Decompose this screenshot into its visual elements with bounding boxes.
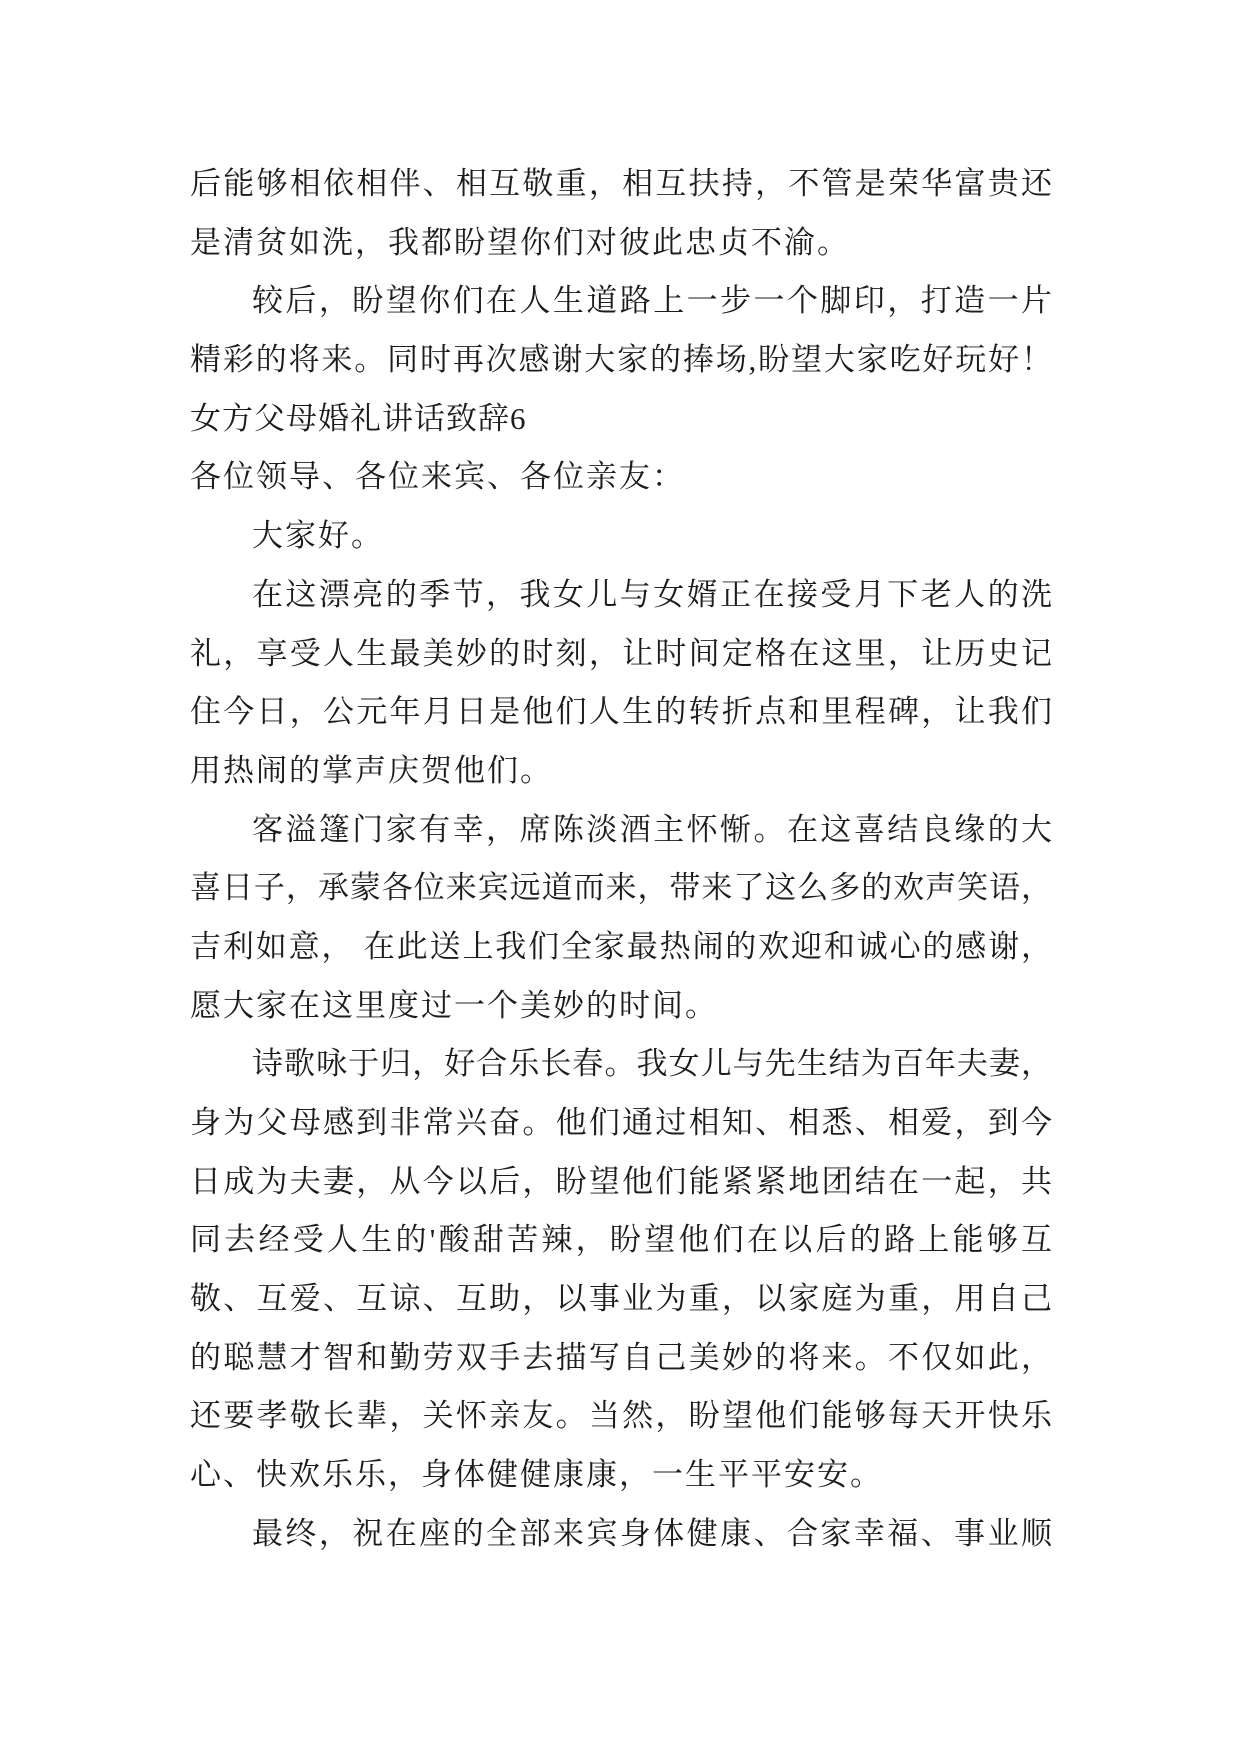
paragraph-line: 精彩的将来。同时再次感谢大家的捧场,盼望大家吃好玩好！ [190, 342, 1052, 378]
paragraph-line: 较后，盼望你们在人生道路上一步一个脚印，打造一片 [252, 283, 1052, 319]
paragraph-line: 还要孝敬长辈，关怀亲友。当然，盼望他们能够每天开快乐 [190, 1398, 1052, 1434]
paragraph [190, 1035, 1052, 1505]
paragraph-line: 身为父母感到非常兴奋。他们通过相知、相悉、相爱，到今 [190, 1105, 1052, 1140]
paragraph-line: 敬、互爱、互谅、互助，以事业为重，以家庭为重，用自己 [190, 1281, 1052, 1317]
paragraph-line: 最终，祝在座的全部来宾身体健康、合家幸福、事业顺 [252, 1515, 1052, 1551]
paragraph [190, 155, 1052, 272]
paragraph-line: 礼，享受人生最美妙的时刻，让时间定格在这里，让历史记 [190, 635, 1052, 671]
speech-title: 女方父母婚礼讲话致辞6 [190, 400, 527, 436]
paragraph-line: 日成为夫妻，从今以后，盼望他们能紧紧地团结在一起，共 [190, 1163, 1052, 1199]
paragraph-line: 吉利如意， 在此送上我们全家最热闹的欢迎和诚心的感谢， [190, 928, 1052, 964]
paragraph-line: 后能够相依相伴、相互敬重，相互扶持，不管是荣华富贵还 [190, 166, 1052, 201]
paragraph-line: 诗歌咏于归，好合乐长春。我女儿与先生结为百年夫妻， [252, 1046, 1052, 1082]
paragraph-line: 心、快欢乐乐，身体健健康康，一生平平安安。 [190, 1457, 883, 1493]
document-body [190, 155, 1052, 1564]
paragraph-line: 喜日子，承蒙各位来宾远道而来，带来了这么多的欢声笑语， [190, 870, 1052, 906]
paragraph-line: 的聪慧才智和勤劳双手去描写自己美妙的将来。不仅如此， [190, 1339, 1052, 1375]
paragraph-line: 住今日，公元年月日是他们人生的转折点和里程碑，让我们 [190, 694, 1052, 730]
salutation: 各位领导、各位来宾、各位亲友： [190, 459, 685, 495]
paragraph [190, 1505, 1052, 1564]
paragraph [190, 801, 1052, 1036]
paragraph-line: 在这漂亮的季节，我女儿与女婿正在接受月下老人的洗 [252, 576, 1052, 612]
paragraph [190, 566, 1052, 801]
paragraph-line: 大家好。 [252, 518, 384, 554]
paragraph-line: 是清贫如洗，我都盼望你们对彼此忠贞不渝。 [190, 224, 850, 260]
paragraph [190, 272, 1052, 389]
paragraph-line: 同去经受人生的'酸甜苦辣，盼望他们在以后的路上能够互 [190, 1222, 1052, 1258]
paragraph-line: 客溢篷门家有幸，席陈淡酒主怀惭。在这喜结良缘的大 [252, 811, 1052, 847]
paragraph [190, 507, 1052, 566]
paragraph-line: 用热闹的掌声庆贺他们。 [190, 752, 553, 788]
paragraph-line: 愿大家在这里度过一个美妙的时间。 [190, 987, 718, 1023]
